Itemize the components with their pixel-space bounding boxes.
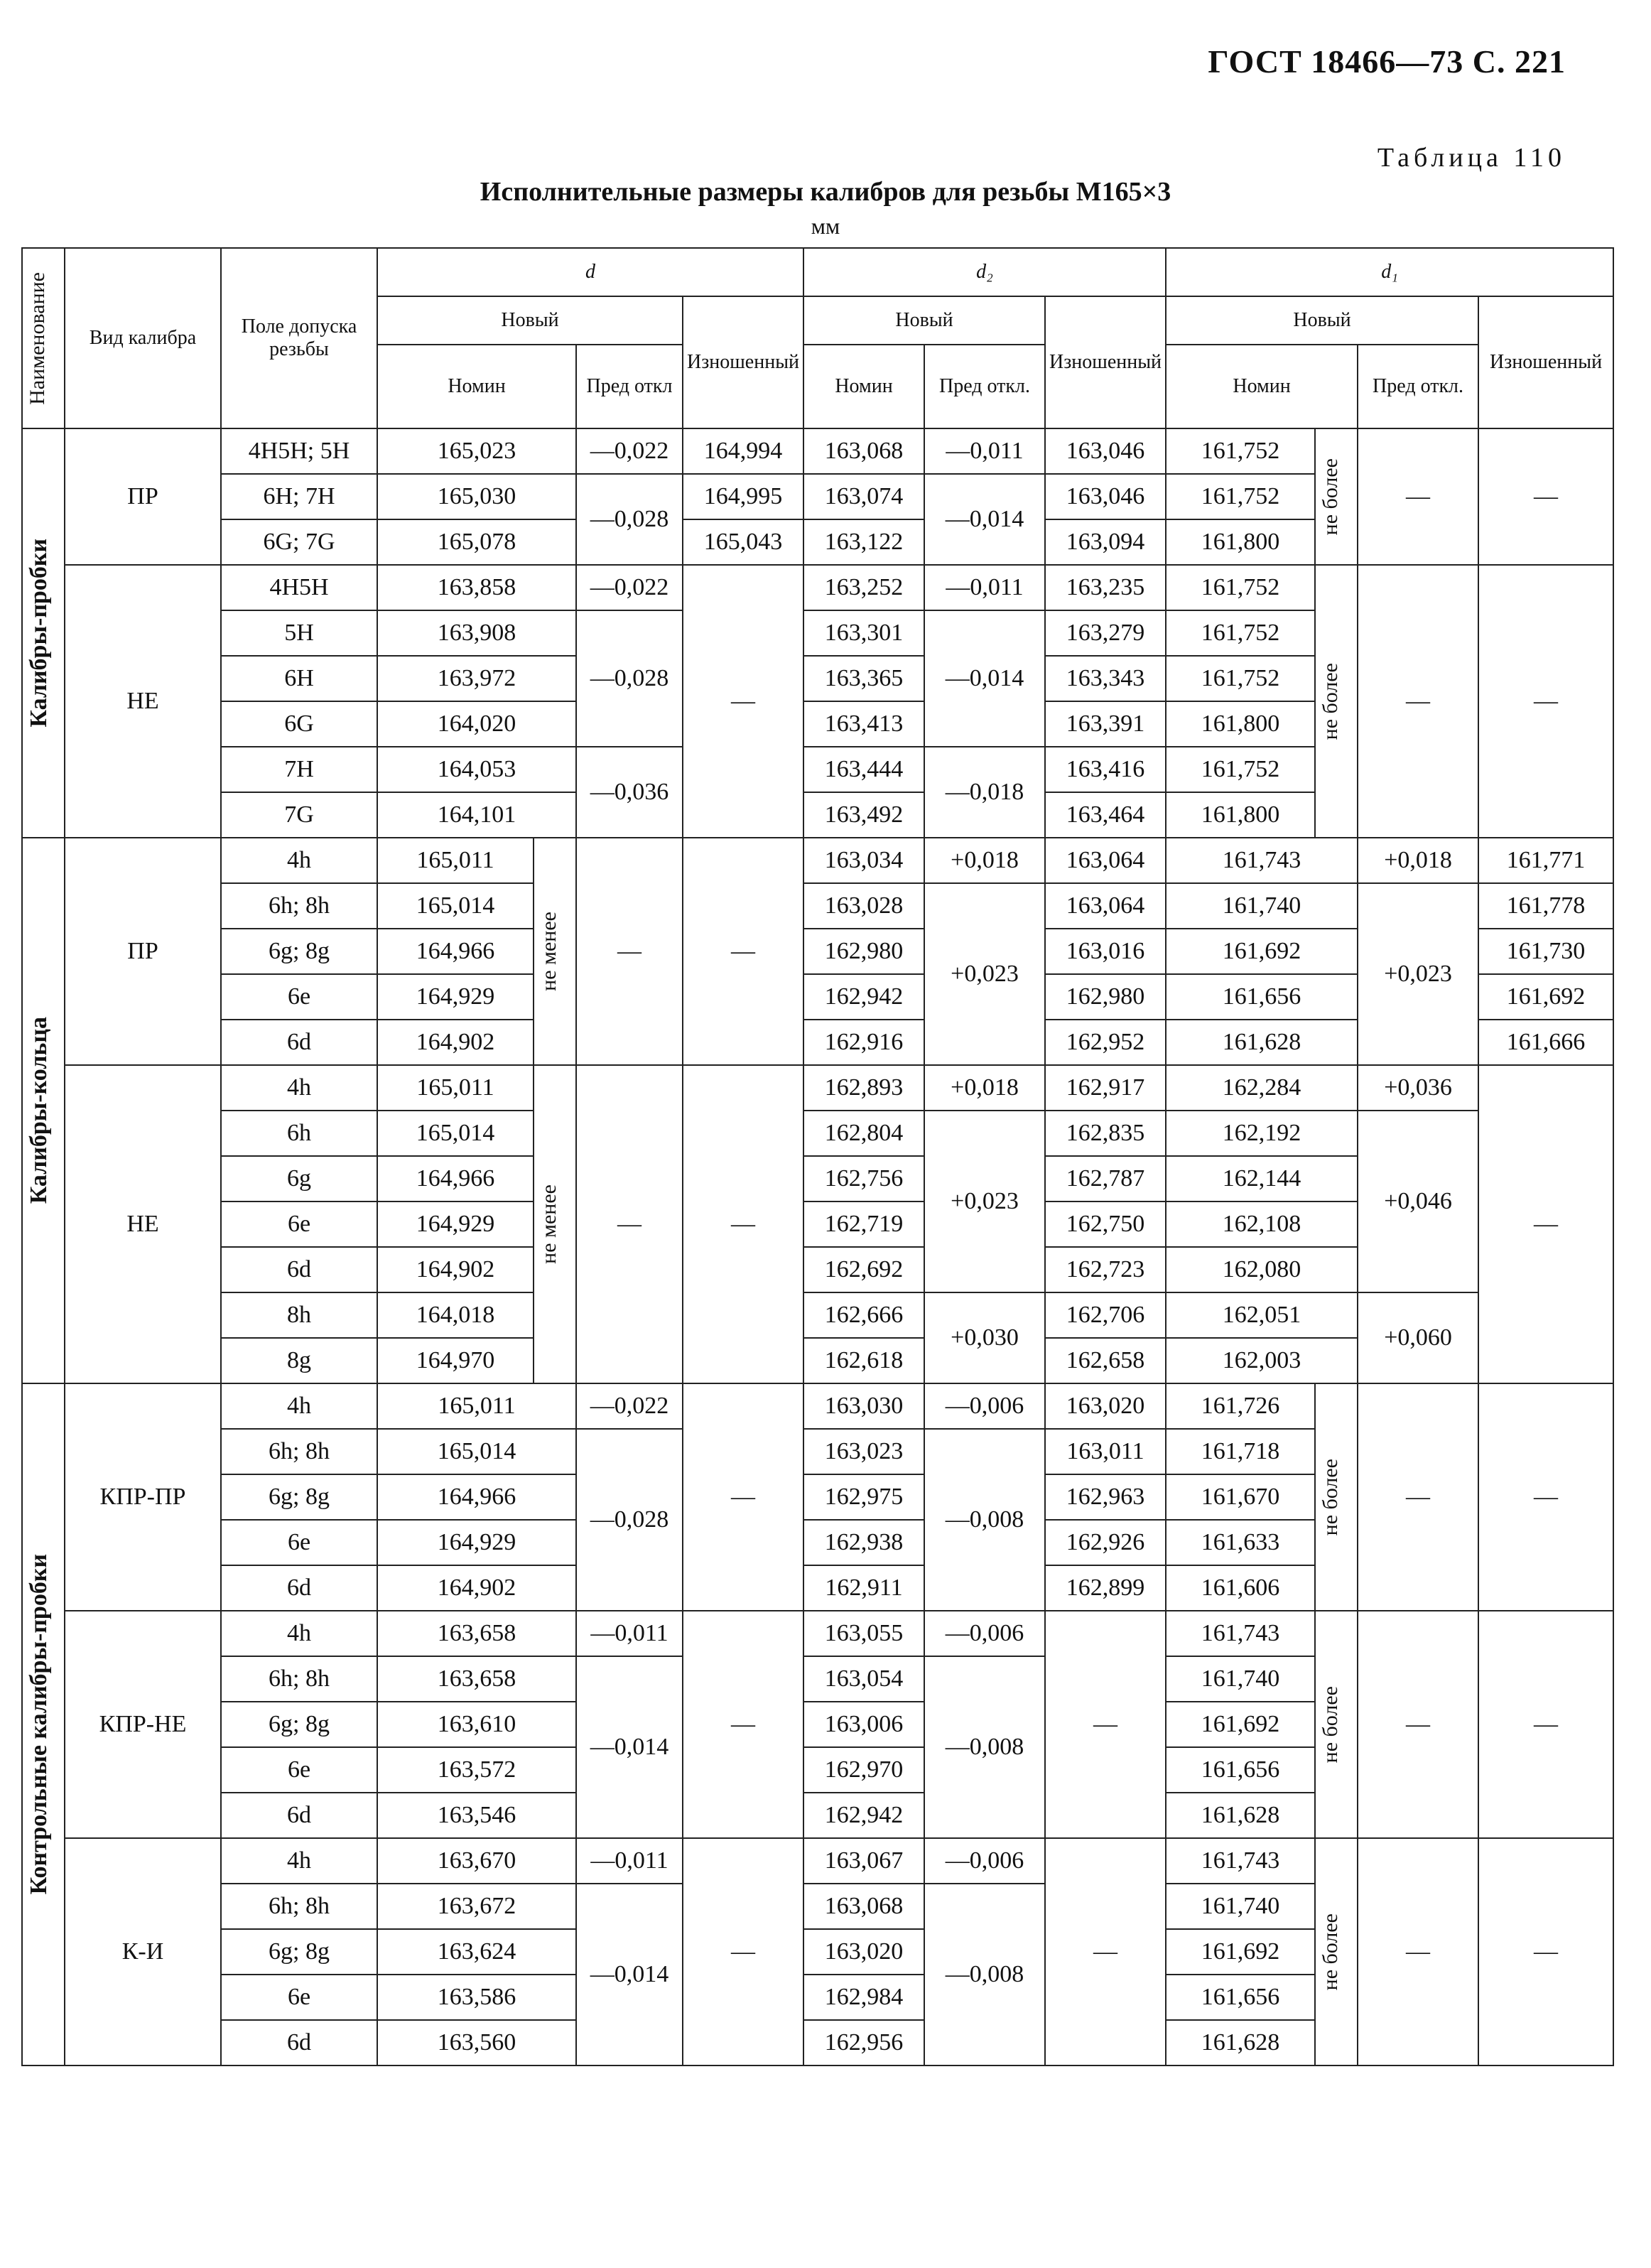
d2-nom-cell: 163,413 [803, 701, 924, 747]
table-row [22, 1383, 1613, 1429]
kind-label: ПР [65, 838, 221, 1065]
d1-nom-cell: 161,752 [1166, 747, 1315, 792]
d1-nom-cell: 162,051 [1166, 1292, 1358, 1338]
d1-nom-cell: 161,633 [1166, 1520, 1315, 1565]
tolerance-cell: 6d [221, 1247, 377, 1292]
d2-nom-cell: 162,756 [803, 1156, 924, 1202]
tolerance-cell: 6h; 8h [221, 883, 377, 929]
d2-dev-cell: —0,014 [924, 610, 1045, 747]
d1-nom-cell: 161,740 [1166, 1884, 1315, 1929]
d-new-header: Новый [377, 296, 683, 345]
d2-dev-cell: —0,011 [924, 565, 1045, 610]
d-nom-cell: 163,908 [377, 610, 576, 656]
d2-worn-header: Изношенный [1045, 296, 1166, 428]
d1-dev-cell: — [1358, 565, 1478, 838]
d2-dev-cell: +0,030 [924, 1292, 1045, 1383]
d2-dev-cell: —0,008 [924, 1429, 1045, 1611]
note-cell: не менее [534, 838, 576, 1065]
d-nom-cell: 163,658 [377, 1611, 576, 1656]
d2-worn-cell: 163,016 [1045, 929, 1166, 974]
d2-nom-cell: 162,666 [803, 1292, 924, 1338]
d1-nom-cell: 161,656 [1166, 1975, 1315, 2020]
d-worn-cell: 165,043 [683, 519, 803, 565]
d-nom-cell: 163,560 [377, 2020, 576, 2066]
d1-nom-cell: 161,740 [1166, 883, 1358, 929]
d-dev-cell: —0,022 [576, 1383, 683, 1429]
d-nom-cell: 163,972 [377, 656, 576, 701]
d-worn-cell: 164,994 [683, 428, 803, 474]
d1-nom-cell: 161,606 [1166, 1565, 1315, 1611]
d2-worn-cell: 162,963 [1045, 1474, 1166, 1520]
d2-worn-cell: 162,706 [1045, 1292, 1166, 1338]
d-nom-cell: 164,902 [377, 1020, 534, 1065]
d1-nom-cell: 161,752 [1166, 428, 1315, 474]
tolerance-cell: 6e [221, 1747, 377, 1793]
d2-nom-cell: 163,068 [803, 1884, 924, 1929]
tolerance-cell: 5Н [221, 610, 377, 656]
d1-nom-cell: 161,692 [1166, 1929, 1315, 1975]
d-dev-cell: —0,036 [576, 747, 683, 838]
d-worn-header: Изношенный [683, 296, 803, 428]
tolerance-cell: 6g; 8g [221, 929, 377, 974]
tolerance-cell: 6G [221, 701, 377, 747]
d2-new-header: Новый [803, 296, 1045, 345]
d2-worn-cell: — [1045, 1611, 1166, 1838]
d-nom-cell: 164,053 [377, 747, 576, 792]
d-nom-cell: 163,672 [377, 1884, 576, 1929]
d1-nom-cell: 161,628 [1166, 2020, 1315, 2066]
d2-nom-cell: 162,804 [803, 1111, 924, 1156]
d1-worn-cell: 161,730 [1478, 929, 1613, 974]
d1-nom-cell: 162,192 [1166, 1111, 1358, 1156]
d1-worn-cell: 161,778 [1478, 883, 1613, 929]
d2-nom-cell: 163,055 [803, 1611, 924, 1656]
d2-nom-cell: 162,970 [803, 1747, 924, 1793]
d2-worn-cell: 163,011 [1045, 1429, 1166, 1474]
d2-worn-cell: 162,899 [1045, 1565, 1166, 1611]
table-row [22, 1838, 1613, 1884]
d2-nom-header: Номин [803, 345, 924, 428]
d-nom-cell: 164,966 [377, 1474, 576, 1520]
d1-dev-cell: — [1358, 428, 1478, 565]
d1-nom-cell: 161,752 [1166, 610, 1315, 656]
tolerance-cell: 6Н; 7Н [221, 474, 377, 519]
tolerance-cell: 8h [221, 1292, 377, 1338]
d2-nom-cell: 163,492 [803, 792, 924, 838]
d1-worn-cell: 161,692 [1478, 974, 1613, 1020]
d-dev-cell: —0,011 [576, 1838, 683, 1884]
d2-worn-cell: 162,980 [1045, 974, 1166, 1020]
d1-nom-cell: 162,003 [1166, 1338, 1358, 1383]
d2-nom-cell: 162,942 [803, 1793, 924, 1838]
d2-nom-cell: 162,942 [803, 974, 924, 1020]
d2-nom-cell: 162,980 [803, 929, 924, 974]
d2-worn-cell: 163,064 [1045, 838, 1166, 883]
d-nom-header: Номин [377, 345, 576, 428]
d2-dev-cell: —0,008 [924, 1656, 1045, 1838]
note-cell: не более [1315, 1838, 1358, 2066]
d2-dev-header: Пред откл. [924, 345, 1045, 428]
units-label: мм [811, 213, 840, 239]
d2-worn-cell: 163,020 [1045, 1383, 1166, 1429]
d1-nom-cell: 161,726 [1166, 1383, 1315, 1429]
d1-dev-cell: +0,018 [1358, 838, 1478, 883]
d2-worn-cell: 163,416 [1045, 747, 1166, 792]
d-nom-cell: 164,970 [377, 1338, 534, 1383]
d-worn-cell: — [683, 1383, 803, 1611]
kind-label: КПР-НЕ [65, 1611, 221, 1838]
kind-label: ПР [65, 428, 221, 565]
d-worn-cell: 164,995 [683, 474, 803, 519]
d-dev-cell: —0,028 [576, 474, 683, 565]
d2-nom-cell: 163,301 [803, 610, 924, 656]
tolerance-cell: 6e [221, 1202, 377, 1247]
tolerance-cell: 6h [221, 1111, 377, 1156]
d-nom-cell: 165,014 [377, 883, 534, 929]
d2-worn-cell: — [1045, 1838, 1166, 2066]
d1-nom-cell: 161,718 [1166, 1429, 1315, 1474]
kind-label: НЕ [65, 565, 221, 838]
d2-worn-cell: 163,094 [1045, 519, 1166, 565]
d2-nom-cell: 162,719 [803, 1202, 924, 1247]
d1-nom-cell: 161,692 [1166, 1702, 1315, 1747]
kind-label: НЕ [65, 1065, 221, 1383]
d2-dev-cell: —0,018 [924, 747, 1045, 838]
d2-worn-cell: 163,235 [1045, 565, 1166, 610]
tolerance-cell: 6g; 8g [221, 1474, 377, 1520]
table-number: Таблица 110 [1377, 143, 1566, 173]
table-row [22, 1111, 1613, 1156]
col-tolerance-header: Поле допуска резьбы [221, 248, 377, 428]
d-nom-cell: 164,902 [377, 1565, 576, 1611]
d2-worn-cell: 163,464 [1045, 792, 1166, 838]
tolerance-cell: 6h; 8h [221, 1429, 377, 1474]
d2-nom-cell: 163,028 [803, 883, 924, 929]
tolerance-cell: 6e [221, 974, 377, 1020]
d-nom-cell: 165,014 [377, 1111, 534, 1156]
d1-worn-cell: — [1478, 1065, 1613, 1383]
tolerance-cell: 6g; 8g [221, 1702, 377, 1747]
d2-worn-cell: 163,279 [1045, 610, 1166, 656]
d2-worn-cell: 162,952 [1045, 1020, 1166, 1065]
group-label: Калибры-пробки [22, 428, 65, 838]
d-nom-cell: 164,966 [377, 1156, 534, 1202]
tolerance-cell: 6g [221, 1156, 377, 1202]
d1-dev-cell: +0,036 [1358, 1065, 1478, 1111]
table-row [22, 1611, 1613, 1656]
d-worn-cell: — [683, 1065, 803, 1383]
group-label: Контрольные калибры-пробки [22, 1383, 65, 2066]
d-nom-cell: 164,018 [377, 1292, 534, 1338]
d1-worn-cell: 161,771 [1478, 838, 1613, 883]
d2-nom-cell: 163,034 [803, 838, 924, 883]
d1-nom-cell: 161,752 [1166, 474, 1315, 519]
d-nom-cell: 165,011 [377, 838, 534, 883]
d1-worn-cell: 161,666 [1478, 1020, 1613, 1065]
d-nom-cell: 165,011 [377, 1065, 534, 1111]
d1-nom-cell: 161,656 [1166, 1747, 1315, 1793]
col-d-header: d [377, 248, 803, 296]
kind-label: К-И [65, 1838, 221, 2066]
d-nom-cell: 165,030 [377, 474, 576, 519]
d-worn-cell: — [683, 565, 803, 838]
d1-nom-cell: 161,752 [1166, 656, 1315, 701]
d2-dev-cell: —0,006 [924, 1838, 1045, 1884]
tolerance-cell: 6G; 7G [221, 519, 377, 565]
d2-nom-cell: 163,068 [803, 428, 924, 474]
group-label: Калибры-кольца [22, 838, 65, 1383]
tolerance-cell: 6d [221, 1565, 377, 1611]
d2-worn-cell: 163,046 [1045, 428, 1166, 474]
d1-nom-cell: 162,080 [1166, 1247, 1358, 1292]
tolerance-cell: 6e [221, 1520, 377, 1565]
d1-worn-cell: — [1478, 1838, 1613, 2066]
d1-dev-cell: — [1358, 1383, 1478, 1611]
tolerance-cell: 6Н [221, 656, 377, 701]
d-dev-cell: —0,011 [576, 1611, 683, 1656]
d-nom-cell: 163,658 [377, 1656, 576, 1702]
d1-worn-header: Изношенный [1478, 296, 1613, 428]
d-nom-cell: 164,101 [377, 792, 576, 838]
d1-nom-cell: 161,743 [1166, 838, 1358, 883]
d-dev-cell: —0,014 [576, 1884, 683, 2066]
d-nom-cell: 163,610 [377, 1702, 576, 1747]
d1-nom-cell: 162,144 [1166, 1156, 1358, 1202]
d-nom-cell: 165,014 [377, 1429, 576, 1474]
d-dev-cell: —0,028 [576, 610, 683, 747]
d1-nom-cell: 161,743 [1166, 1838, 1315, 1884]
d2-worn-cell: 162,750 [1045, 1202, 1166, 1247]
d-dev-cell: —0,022 [576, 428, 683, 474]
d-nom-cell: 163,572 [377, 1747, 576, 1793]
tolerance-cell: 6g; 8g [221, 1929, 377, 1975]
d-nom-cell: 163,670 [377, 1838, 576, 1884]
d-nom-cell: 164,966 [377, 929, 534, 974]
d2-worn-cell: 163,343 [1045, 656, 1166, 701]
d2-dev-cell: +0,023 [924, 883, 1045, 1065]
d-nom-cell: 164,929 [377, 1520, 576, 1565]
d2-nom-cell: 163,444 [803, 747, 924, 792]
d2-nom-cell: 162,618 [803, 1338, 924, 1383]
tolerance-cell: 4h [221, 1383, 377, 1429]
col-name-header: Наименование [22, 248, 65, 428]
note-cell: не более [1315, 565, 1358, 838]
note-cell: не менее [534, 1065, 576, 1383]
d2-nom-cell: 163,365 [803, 656, 924, 701]
d2-nom-cell: 162,975 [803, 1474, 924, 1520]
d1-dev-cell: — [1358, 1838, 1478, 2066]
tolerance-cell: 4h [221, 1611, 377, 1656]
d-dev-cell: — [576, 838, 683, 1065]
d-worn-cell: — [683, 1838, 803, 2066]
d2-worn-cell: 162,787 [1045, 1156, 1166, 1202]
d-nom-cell: 164,902 [377, 1247, 534, 1292]
note-cell: не более [1315, 1383, 1358, 1611]
d1-nom-cell: 161,670 [1166, 1474, 1315, 1520]
tolerance-cell: 6d [221, 2020, 377, 2066]
d2-worn-cell: 162,723 [1045, 1247, 1166, 1292]
d2-worn-cell: 162,926 [1045, 1520, 1166, 1565]
d2-nom-cell: 163,067 [803, 1838, 924, 1884]
d-dev-cell: —0,014 [576, 1656, 683, 1838]
d2-worn-cell: 163,064 [1045, 883, 1166, 929]
tolerance-cell: 6d [221, 1793, 377, 1838]
d2-dev-cell: +0,023 [924, 1111, 1045, 1292]
table-row [22, 1292, 1613, 1338]
d1-nom-cell: 161,740 [1166, 1656, 1315, 1702]
tolerance-cell: 6h; 8h [221, 1884, 377, 1929]
d2-nom-cell: 163,006 [803, 1702, 924, 1747]
d2-dev-cell: —0,011 [924, 428, 1045, 474]
d2-dev-cell: +0,018 [924, 1065, 1045, 1111]
d1-nom-cell: 161,743 [1166, 1611, 1315, 1656]
d2-worn-cell: 163,391 [1045, 701, 1166, 747]
d2-nom-cell: 162,916 [803, 1020, 924, 1065]
kind-label: КПР-ПР [65, 1383, 221, 1611]
d1-dev-header: Пред откл. [1358, 345, 1478, 428]
d2-nom-cell: 162,984 [803, 1975, 924, 2020]
d1-nom-cell: 161,800 [1166, 701, 1315, 747]
d1-new-header: Новый [1166, 296, 1478, 345]
tolerance-cell: 4Н5Н [221, 565, 377, 610]
tolerance-cell: 8g [221, 1338, 377, 1383]
d1-worn-cell: — [1478, 565, 1613, 838]
table-row [22, 838, 1613, 883]
d-dev-cell: —0,022 [576, 565, 683, 610]
tolerance-cell: 6d [221, 1020, 377, 1065]
d2-nom-cell: 163,122 [803, 519, 924, 565]
d-dev-header: Пред откл [576, 345, 683, 428]
d-dev-cell: — [576, 1065, 683, 1383]
d-nom-cell: 163,586 [377, 1975, 576, 2020]
d1-nom-header: Номин [1166, 345, 1358, 428]
d-nom-cell: 164,020 [377, 701, 576, 747]
tolerance-cell: 6h; 8h [221, 1656, 377, 1702]
d1-nom-cell: 161,692 [1166, 929, 1358, 974]
d-nom-cell: 163,546 [377, 1793, 576, 1838]
tolerance-cell: 6e [221, 1975, 377, 2020]
d2-dev-cell: +0,018 [924, 838, 1045, 883]
tolerance-cell: 4h [221, 838, 377, 883]
tolerance-cell: 4Н5Н; 5Н [221, 428, 377, 474]
d1-nom-cell: 161,656 [1166, 974, 1358, 1020]
d2-worn-cell: 163,046 [1045, 474, 1166, 519]
d1-dev-cell: +0,046 [1358, 1111, 1478, 1292]
d2-nom-cell: 163,252 [803, 565, 924, 610]
d1-worn-cell: — [1478, 1611, 1613, 1838]
table-row [22, 883, 1613, 929]
d1-nom-cell: 161,800 [1166, 792, 1315, 838]
d1-dev-cell: +0,023 [1358, 883, 1478, 1065]
d2-nom-cell: 162,911 [803, 1565, 924, 1611]
d-nom-cell: 165,078 [377, 519, 576, 565]
standard-header: ГОСТ 18466—73 С. 221 [1208, 43, 1566, 80]
d2-dev-cell: —0,006 [924, 1383, 1045, 1429]
d2-worn-cell: 162,658 [1045, 1338, 1166, 1383]
d-worn-cell: — [683, 1611, 803, 1838]
d2-nom-cell: 162,956 [803, 2020, 924, 2066]
table-row [22, 1065, 1613, 1111]
d-nom-cell: 164,929 [377, 1202, 534, 1247]
d1-dev-cell: — [1358, 1611, 1478, 1838]
tolerance-cell: 4h [221, 1065, 377, 1111]
d2-dev-cell: —0,008 [924, 1884, 1045, 2066]
note-cell: не более [1315, 1611, 1358, 1838]
d2-dev-cell: —0,006 [924, 1611, 1045, 1656]
d-nom-cell: 165,023 [377, 428, 576, 474]
d2-dev-cell: —0,014 [924, 474, 1045, 565]
d2-worn-cell: 162,917 [1045, 1065, 1166, 1111]
d1-nom-cell: 162,108 [1166, 1202, 1358, 1247]
d2-nom-cell: 163,020 [803, 1929, 924, 1975]
d-dev-cell: —0,028 [576, 1429, 683, 1611]
table-row [22, 428, 1613, 474]
d1-nom-cell: 162,284 [1166, 1065, 1358, 1111]
d2-nom-cell: 163,074 [803, 474, 924, 519]
d2-worn-cell: 162,835 [1045, 1111, 1166, 1156]
d-nom-cell: 163,624 [377, 1929, 576, 1975]
d1-worn-cell: — [1478, 428, 1613, 565]
d1-dev-cell: +0,060 [1358, 1292, 1478, 1383]
d1-nom-cell: 161,628 [1166, 1793, 1315, 1838]
d-worn-cell: — [683, 838, 803, 1065]
col-d2-header: d₂ [803, 248, 1166, 296]
d-nom-cell: 163,858 [377, 565, 576, 610]
d-nom-cell: 165,011 [377, 1383, 576, 1429]
col-d1-header: d₁ [1166, 248, 1613, 296]
tolerance-cell: 7Н [221, 747, 377, 792]
d2-nom-cell: 163,054 [803, 1656, 924, 1702]
d-nom-cell: 164,929 [377, 974, 534, 1020]
d2-nom-cell: 163,023 [803, 1429, 924, 1474]
d2-nom-cell: 163,030 [803, 1383, 924, 1429]
table-title: Исполнительные размеры калибров для резьбы М165×3 [480, 177, 1171, 207]
d2-nom-cell: 162,692 [803, 1247, 924, 1292]
d2-nom-cell: 162,893 [803, 1065, 924, 1111]
tolerance-cell: 4h [221, 1838, 377, 1884]
note-cell: не более [1315, 428, 1358, 565]
d1-worn-cell: — [1478, 1383, 1613, 1611]
tolerance-cell: 7G [221, 792, 377, 838]
d2-nom-cell: 162,938 [803, 1520, 924, 1565]
table-row [22, 565, 1613, 610]
col-kind-header: Вид калибра [65, 248, 221, 428]
d1-nom-cell: 161,628 [1166, 1020, 1358, 1065]
d1-nom-cell: 161,752 [1166, 565, 1315, 610]
d1-nom-cell: 161,800 [1166, 519, 1315, 565]
dimensions-table [21, 247, 1614, 2066]
